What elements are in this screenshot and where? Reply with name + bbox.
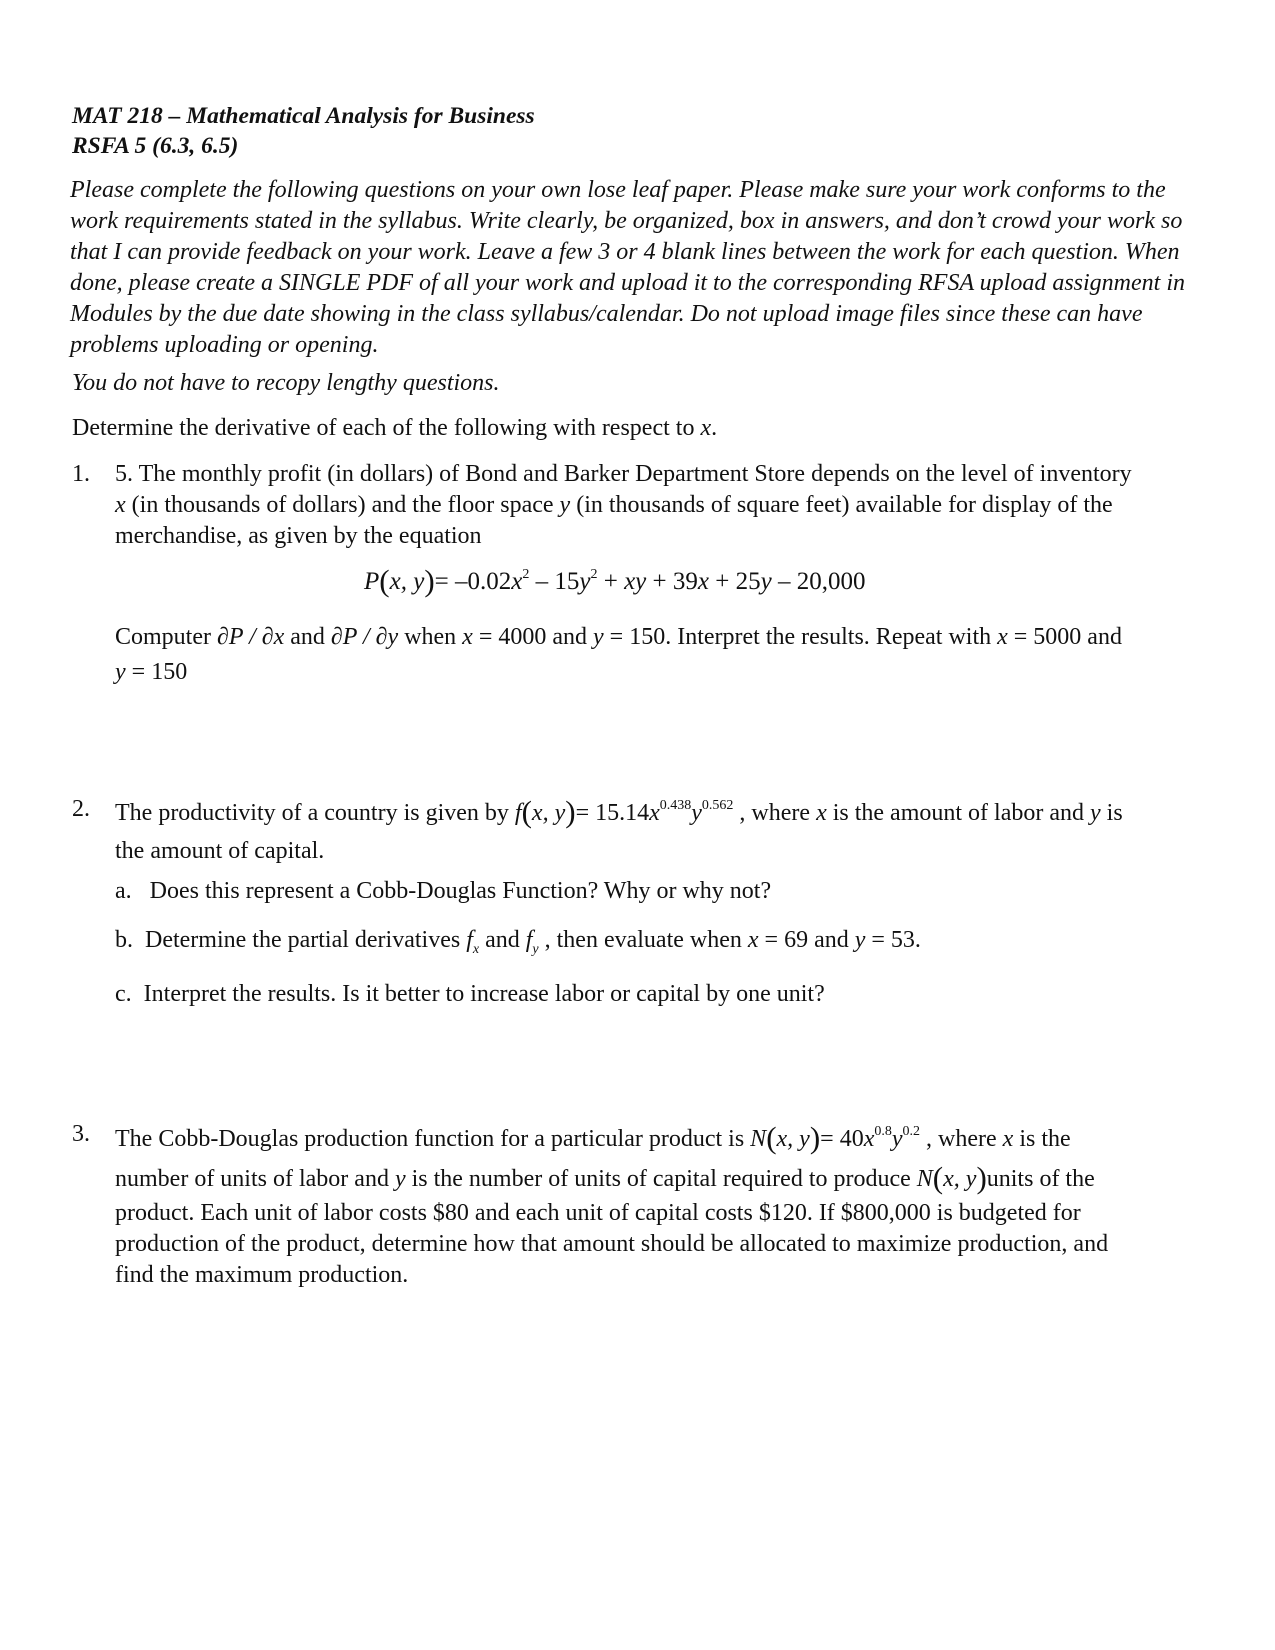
question-2a: a. Does this represent a Cobb-Douglas Function? Why or why not? [115,878,772,904]
question-2-number: 2. [72,796,90,822]
directive: Determine the derivative of each of the following with respect to x. [72,415,718,441]
question-2c: c. Interpret the results. Is it better to increase labor or capital by one unit? [115,981,825,1007]
instructions-paragraph: Please complete the following questions on your own lose leaf paper. Please make sure your work conforms to the work requirements stated in the syllabus. Write clearly, be organized, box in answers, and don’t crowd your work so that I can provide feedback on your work. Leave a few 3 or 4 blank lines between the work for each question. When done, please create a SINGLE PDF of all your work and upload it to the corresponding RFSA upload assignment in Modules by the due date showing in the class syllabus/calendar. Do not upload image files since these can have problems uploading or opening. [70,177,1186,358]
question-3-text: The Cobb-Douglas production function for a particular product is N(x, $y)= 40x^{0.8}y^{0.2}$ , where x is the number of units of labor and y is the number of units of capital required to produce N(x, y)units of the [115,1120,1095,1195]
question-2b: b. Determine the partial derivatives $f_x$ and $f_y$ , then evaluate when x = 69 and y = 53. [115,927,921,957]
recopy-note: You do not have to recopy lengthy questions. [72,370,500,396]
question-2-text: The productivity of a country is given by f(x, $y)= 15.14x^{0.438}y^{0.562}$ , where x is the amount of labor and y is the amount of capital. [115,794,1123,864]
assignment-title: RSFA 5 (6.3, 6.5) [72,133,239,159]
question-1-number: 1. [72,461,90,487]
course-title: MAT 218 – Mathematical Analysis for Business [72,103,535,129]
profit-equation: P(x, $y)= -0.02x^2 - 15y^2$ + xy + 39x + 25y – 20,000 [364,563,866,598]
question-1-text: 5. The monthly profit (in dollars) of Bond and Barker Department Store depends on the level of inventory x (in thousands of dollars) and the floor space y (in thousands of square feet) available for display of the merchandise, as given by the equation [115,461,1132,549]
question-3-number: 3. [72,1121,90,1147]
question-1-task: Computer ∂P / ∂x and ∂P / ∂y when x = 4000 and y = 150. Interpret the results. Repeat with x = 5000 and y = 150 [115,624,1122,685]
question-3-continuation: product. Each unit of labor costs $80 and each unit of capital costs $120. If $800,000 is budgeted for production of the product, determine how that amount should be allocated to maximize production, and find the maximum production. [115,1200,1109,1288]
